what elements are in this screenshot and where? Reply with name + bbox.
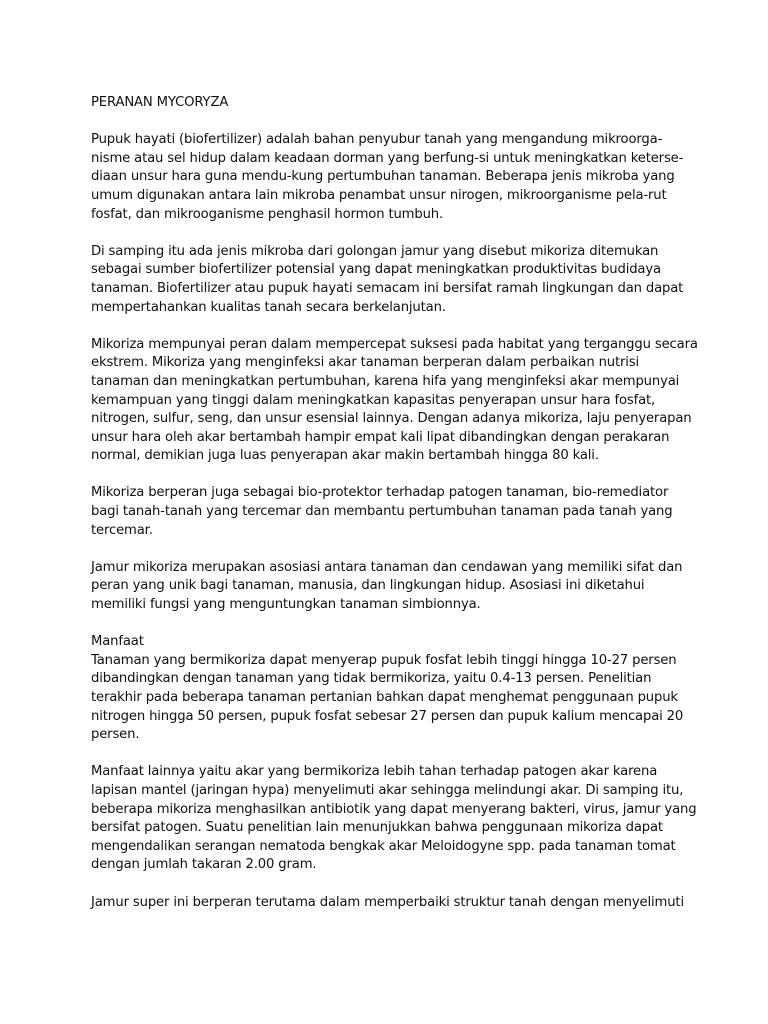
paragraph-gap: [91, 875, 728, 894]
paragraph: [91, 633, 728, 745]
paragraph-line: dengan jumlah takaran 2.00 gram.: [91, 857, 317, 873]
paragraph: [91, 484, 728, 540]
paragraph-line: bersifat patogen. Suatu penelitian lain menunjukkan bahwa penggunaan mikoriza dapat: [91, 820, 663, 836]
paragraph: [91, 763, 728, 875]
paragraph-line: nisme atau sel hidup dalam keadaan dorman yang berfung-si untuk meningkatkan keterse-: [91, 150, 684, 166]
paragraph-line: nitrogen hingga 50 persen, pupuk fosfat sebesar 27 persen dan pupuk kalium mencapai 20: [91, 708, 684, 724]
paragraph: [91, 559, 728, 615]
paragraph-line: beberapa mikoriza menghasilkan antibiotik yang dapat menyerang bakteri, virus, jamur yang: [91, 801, 697, 817]
paragraph-gap: [91, 224, 728, 243]
paragraph-line: unsur hara oleh akar bertambah hampir empat kali lipat dibandingkan dengan perakaran: [91, 429, 670, 445]
paragraph-line: nitrogen, sulfur, seng, dan unsur esensial lainnya. Dengan adanya mikoriza, laju penyerapan: [91, 411, 692, 427]
paragraph-line: diaan unsur hara guna mendu-kung pertumbuhan tanaman. Beberapa jenis mikroba yang: [91, 169, 675, 185]
paragraph-gap: [91, 466, 728, 485]
paragraph-line: normal, demikian juga luas penyerapan akar makin bertambah hingga 80 kali.: [91, 448, 599, 464]
paragraph-line: memiliki fungsi yang menguntungkan tanaman simbionnya.: [91, 597, 481, 613]
paragraph-gap: [91, 113, 728, 132]
paragraph-line: tanaman. Biofertilizer atau pupuk hayati semacam ini bersifat ramah lingkungan dan dapat: [91, 280, 684, 296]
paragraph: [91, 336, 728, 466]
paragraph-line: mengendalikan serangan nematoda bengkak akar Meloidogyne spp. pada tanaman tomat: [91, 838, 676, 854]
paragraph-line: peran yang unik bagi tanaman, manusia, dan lingkungan hidup. Asosiasi ini diketahui: [91, 578, 645, 594]
paragraph-line: ekstrem. Mikoriza yang menginfeksi akar tanaman berperan dalam perbaikan nutrisi: [91, 355, 640, 371]
document-title: PERANAN MYCORYZA: [91, 95, 229, 110]
paragraph-line: kemampuan yang tinggi dalam meningkatkan kapasitas penyerapan unsur hara fosfat,: [91, 392, 656, 408]
paragraph: [91, 243, 728, 317]
paragraph-line: dibandingkan dengan tanaman yang tidak bermikoriza, yaitu 0.4-13 persen. Penelitian: [91, 671, 652, 687]
paragraph-line: Mikoriza mempunyai peran dalam mempercepat suksesi pada habitat yang terganggu secara: [91, 336, 698, 352]
paragraph-line: Mikoriza berperan juga sebagai bio-protektor terhadap patogen tanaman, bio-remediator: [91, 485, 669, 501]
paragraph-line: sebagai sumber biofertilizer potensial yang dapat meningkatkan produktivitas budidaya: [91, 262, 661, 278]
paragraph-line: Tanaman yang bermikoriza dapat menyerap pupuk fosfat lebih tinggi hingga 10-27 persen: [91, 652, 677, 668]
paragraph-line: Pupuk hayati (biofertilizer) adalah bahan penyubur tanah yang mengandung mikroorga-: [91, 132, 663, 148]
paragraph-line: Manfaat lainnya yaitu akar yang bermikoriza lebih tahan terhadap patogen akar karena: [91, 764, 658, 780]
paragraph-gap: [91, 540, 728, 559]
paragraph-gap: [91, 615, 728, 634]
paragraph: [91, 131, 728, 224]
paragraph-line: Manfaat: [91, 634, 144, 650]
paragraph-gap: [91, 317, 728, 336]
paragraph-line: bagi tanah-tanah yang tercemar dan membantu pertumbuhan tanaman pada tanah yang: [91, 504, 673, 520]
paragraph-line: umum digunakan antara lain mikroba penambat unsur nirogen, mikroorganisme pela-rut: [91, 187, 667, 203]
paragraph-line: persen.: [91, 727, 140, 743]
paragraph-line: Di samping itu ada jenis mikroba dari golongan jamur yang disebut mikoriza ditemukan: [91, 243, 659, 259]
paragraph: [91, 894, 728, 913]
paragraph-line: terakhir pada beberapa tanaman pertanian bahkan dapat menghemat penggunaan pupuk: [91, 690, 678, 705]
paragraph-gap: [91, 745, 728, 764]
paragraph-line: fosfat, dan mikrooganisme penghasil hormon tumbuh.: [91, 206, 444, 222]
paragraph-line: tercemar.: [91, 522, 153, 538]
paragraph-line: Jamur mikoriza merupakan asosiasi antara tanaman dan cendawan yang memiliki sifat dan: [91, 559, 683, 575]
document-body: [91, 131, 728, 912]
paragraph-line: mempertahankan kualitas tanah secara berkelanjutan.: [91, 299, 446, 315]
paragraph-line: tanaman dan meningkatkan pertumbuhan, karena hifa yang menginfeksi akar mempunyai: [91, 373, 680, 389]
paragraph-line: Jamur super ini berperan terutama dalam memperbaiki struktur tanah dengan menyelimuti: [91, 894, 684, 910]
paragraph-line: lapisan mantel (jaringan hypa) menyelimuti akar sehingga melindungi akar. Di samping itu,: [91, 782, 684, 798]
